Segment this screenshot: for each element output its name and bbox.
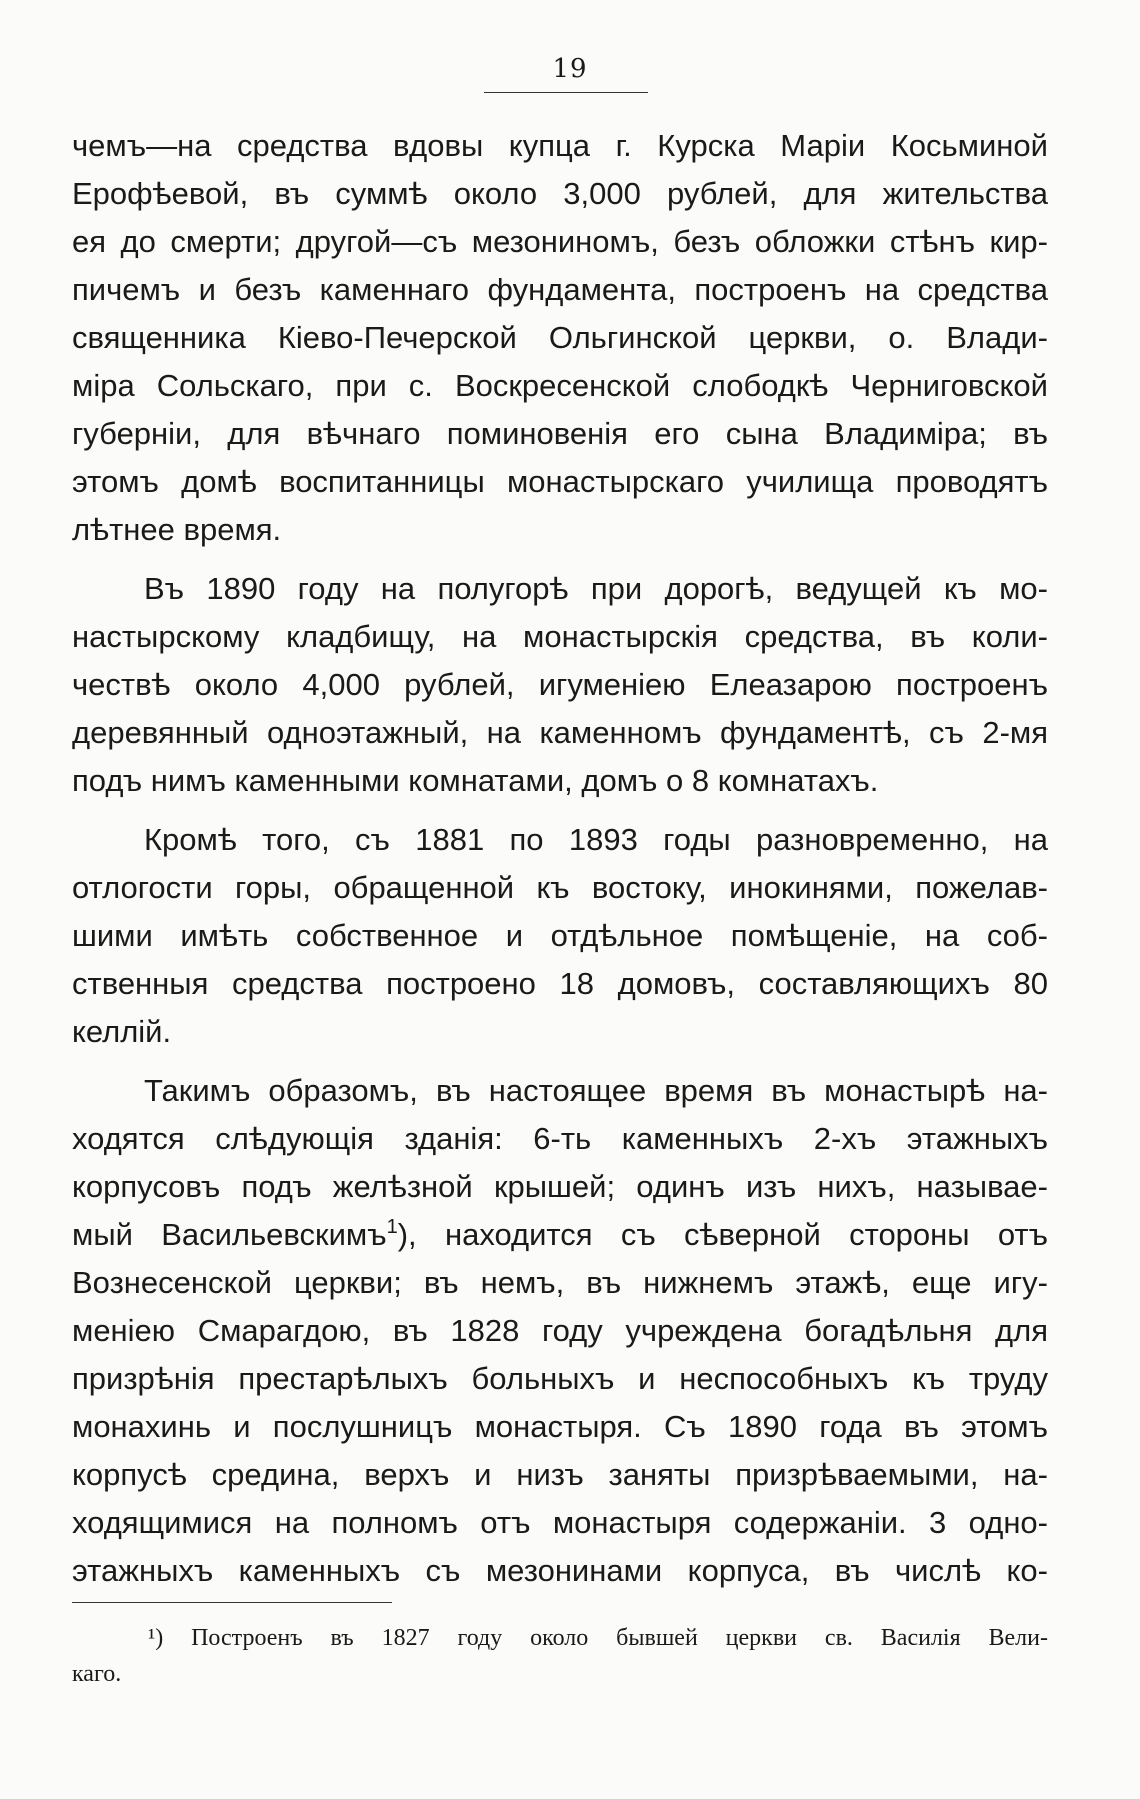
text-line: корпусѣ средина, верхъ и низъ заняты призрѣваемыми, на- [72,1457,1048,1492]
text-line: корпусовъ подъ желѣзной крышей; одинъ изъ нихъ, называе- [72,1169,1048,1204]
text-line: этажныхъ каменныхъ съ мезонинами корпуса, въ числѣ ко- [72,1553,1048,1588]
footnote-marker: ¹) [148,1625,164,1651]
body-text [72,122,1048,1595]
footnote-reference[interactable]: 1 [386,1216,398,1238]
text-line: ственныя средства построено 18 домовъ, составляющихъ 80 [72,966,1048,1001]
footnote [72,1620,1048,1692]
text-line-with-footnote [72,1211,1048,1259]
header-rule [484,92,648,93]
text-line: настырскому кладбищу, на монастырскія средства, въ коли- [72,619,1048,654]
text-line: меніею Смарагдою, въ 1828 году учреждена богадѣльня для [72,1313,1048,1348]
text-line: міра Сольскаго, при с. Воскресенской слободкѣ Черниговской [72,368,1048,403]
footnote-rule [72,1602,392,1603]
text-line: этомъ домѣ воспитанницы монастырскаго училища проводятъ [72,464,1048,499]
text-line: лѣтнее время. [72,512,282,547]
text-segment: мый Васильевскимъ [72,1217,387,1252]
text-line: ходятся слѣдующія зданія: 6-ть каменныхъ 2-хъ этажныхъ [72,1121,1048,1156]
paragraph-3 [72,816,1048,1056]
text-line: Въ 1890 году на полугорѣ при дорогѣ, ведущей къ мо- [144,571,1048,606]
page-number: 19 [552,54,588,84]
text-line: чествѣ около 4,000 рублей, игуменіею Елеазарою построенъ [72,667,1048,702]
text-segment: ), находится съ сѣверной стороны отъ [397,1217,1048,1252]
text-line: призрѣнія престарѣлыхъ больныхъ и неспособныхъ къ труду [72,1361,1048,1396]
footnote-line: каго. [72,1661,122,1687]
text-line: Ерофѣевой, въ суммѣ около 3,000 рублей, для жительства [72,176,1048,211]
footnote-line [72,1620,1048,1656]
text-line: священника Кіево-Печерской Ольгинской церкви, о. Влади- [72,320,1048,355]
text-line: деревянный одноэтажный, на каменномъ фундаментѣ, съ 2-мя [72,715,1048,750]
text-line: Вознесенской церкви; въ немъ, въ нижнемъ этажѣ, еще игу- [72,1265,1048,1300]
text-line: шими имѣть собственное и отдѣльное помѣщеніе, на соб- [72,918,1048,953]
text-line: пичемъ и безъ каменнаго фундамента, построенъ на средства [72,272,1048,307]
text-line: чемъ—на средства вдовы купца г. Курска Маріи Косьминой [72,128,1048,163]
text-line: келлій. [72,1014,172,1049]
text-line: ходящимися на полномъ отъ монастыря содержаніи. 3 одно- [72,1505,1048,1540]
footnote-text: Построенъ въ 1827 году около бывшей церкви св. Василія Вели- [191,1625,1048,1651]
text-line: Кромѣ того, съ 1881 по 1893 годы разновременно, на [144,822,1048,857]
text-line: подъ нимъ каменными комнатами, домъ о 8 комнатахъ. [72,763,879,798]
paragraph-1 [72,122,1048,554]
text-line: ея до смерти; другой—съ мезониномъ, безъ обложки стѣнъ кир- [72,224,1048,259]
text-line: монахинь и послушницъ монастыря. Съ 1890 года въ этомъ [72,1409,1048,1444]
text-line: губерніи, для вѣчнаго поминовенія его сына Владиміра; въ [72,416,1048,451]
text-line: отлогости горы, обращенной къ востоку, инокинями, пожелав- [72,870,1048,905]
paragraph-2 [72,565,1048,805]
text-line: Такимъ образомъ, въ настоящее время въ монастырѣ на- [144,1073,1048,1108]
paragraph-4 [72,1067,1048,1595]
